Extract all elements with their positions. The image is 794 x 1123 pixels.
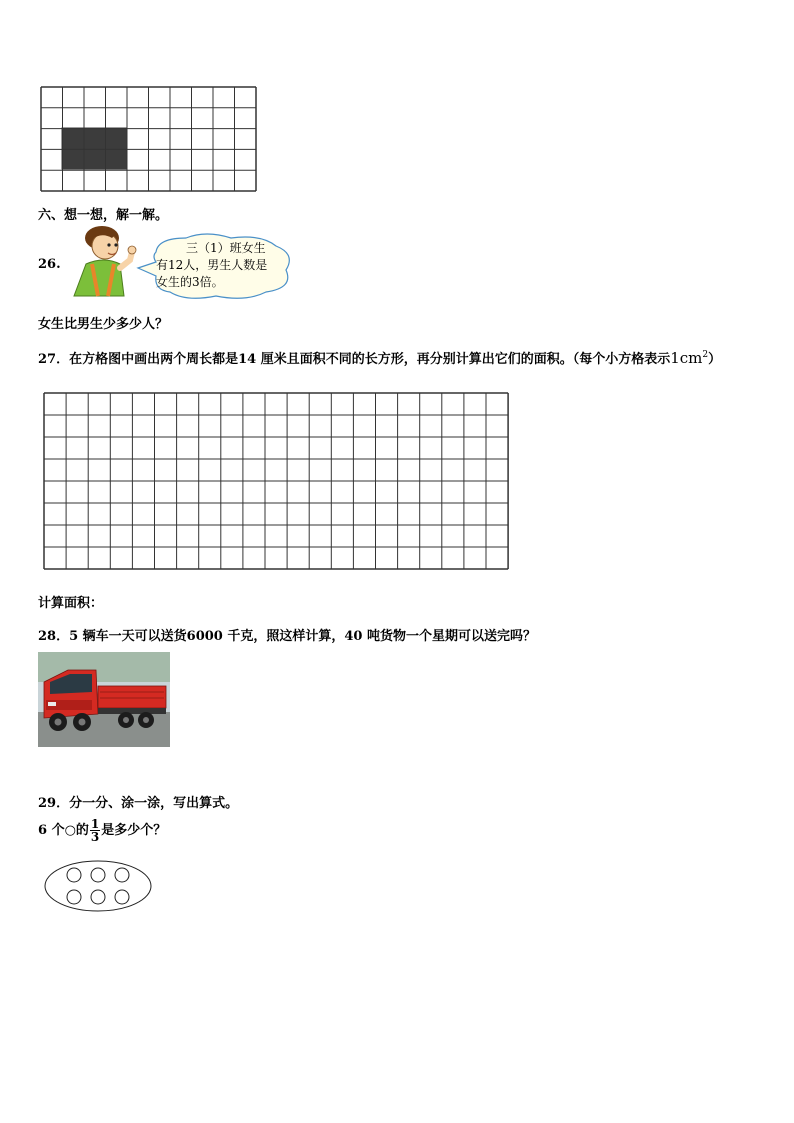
truck-photo <box>38 652 170 747</box>
section-heading: 六、想一想，解一解。 <box>38 208 169 223</box>
boy-illustration <box>64 224 144 298</box>
bubble-line-2: 有12人，男生人数是 <box>156 258 268 272</box>
question-28-text: 28．5 辆车一天可以送货6000 千克，照这样计算，40 吨货物一个星期可以送完吗？ <box>38 629 536 644</box>
area-answer-label: 计算面积： <box>38 596 104 611</box>
question-29-subtext <box>38 818 166 843</box>
unit-superscript: 2 <box>702 350 709 360</box>
question-27-text <box>38 348 721 367</box>
small-circle[interactable] <box>115 890 129 904</box>
small-circle[interactable] <box>67 890 81 904</box>
bubble-line-1: 三（1）班女生 <box>186 241 266 255</box>
question-26-text: 女生比男生少多少人？ <box>38 317 169 332</box>
shaded-grid <box>40 86 258 192</box>
one-third-fraction <box>90 818 100 843</box>
question-26-number: 26. <box>38 257 61 272</box>
shaded-rectangle <box>62 128 127 170</box>
subtext-after: 是多少个？ <box>101 823 167 838</box>
question-27-prefix: 27．在方格图中画出两个周长都是14 厘米且面积不同的长方形，再分别计算出它们的面积。（每个小方格表示 <box>38 352 671 367</box>
small-circle[interactable] <box>115 868 129 882</box>
top-grid-figure <box>40 86 258 192</box>
bubble-line-3: 女生的3倍。 <box>156 275 224 289</box>
fraction-numerator: 1 <box>90 817 100 831</box>
subtext-before: 6 个○的 <box>38 823 89 838</box>
circles-oval[interactable] <box>42 858 154 914</box>
question-29-text: 29．分一分、涂一涂，写出算式。 <box>38 796 239 811</box>
small-circle[interactable] <box>91 890 105 904</box>
speech-bubble <box>136 232 296 304</box>
small-circle[interactable] <box>67 868 81 882</box>
fraction-denominator: 3 <box>90 830 100 844</box>
unit-base: 1cm <box>670 349 703 367</box>
unit-label <box>670 349 708 367</box>
drawing-grid[interactable] <box>43 392 511 572</box>
question-27-suffix: ） <box>708 352 722 367</box>
small-circle[interactable] <box>91 868 105 882</box>
